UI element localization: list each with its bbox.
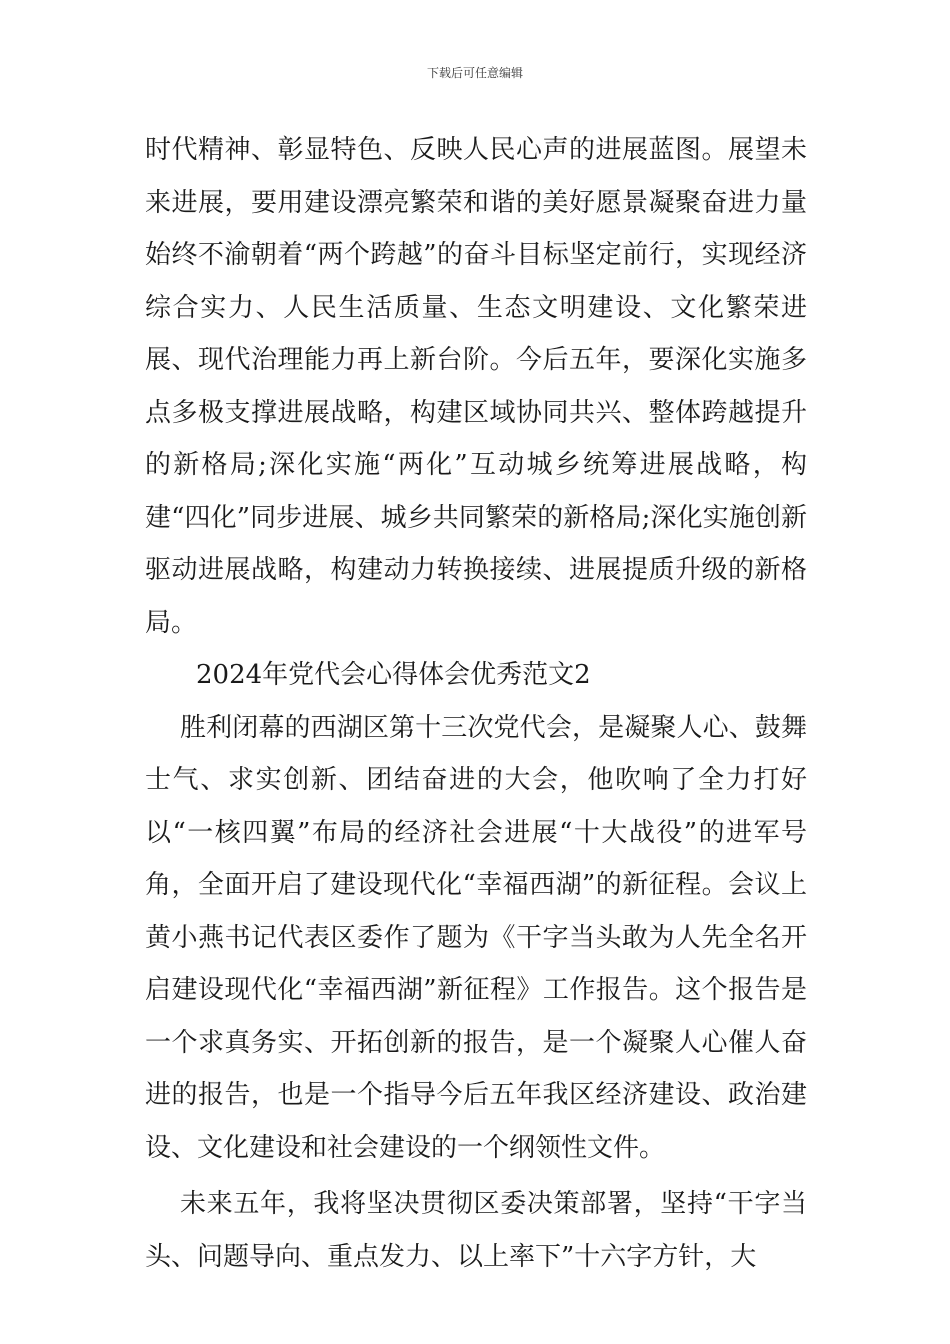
page-header: 下载后可任意编辑 <box>426 66 523 80</box>
document-body <box>145 124 807 1283</box>
paragraph-continuation: 时代精神、彰显特色、反映人民心声的进展蓝图。展望未来进展，要用建设漂亮繁荣和谐的美好愿景凝聚奋进力量始终不渝朝着“两个跨越”的奋斗目标坚定前行，实现经济综合实力、人民生活质量、生态文明建设、文化繁荣进展、现代治理能力再上新台阶。今后五年，要深化实施多点多极支撑进展战略，构建区域协同共兴、整体跨越提升的新格局;深化实施“两化”互动城乡统筹进展战略，构建“四化”同步进展、城乡共同繁荣的新格局;深化实施创新驱动进展战略，构建动力转换接续、进展提质升级的新格局。 <box>145 135 807 638</box>
paragraph-intro: 胜利闭幕的西湖区第十三次党代会，是凝聚人心、鼓舞士气、求实创新、团结奋进的大会，他吹响了全力打好以“一核四翼”布局的经济社会进展“十大战役”的进军号角，全面开启了建设现代化“幸福西湖”的新征程。会议上黄小燕书记代表区委作了题为《干字当头敢为人先全名开启建设现代化“幸福西湖”新征程》工作报告。这个报告是一个求真务实、开拓创新的报告，是一个凝聚人心催人奋进的报告，也是一个指导今后五年我区经济建设、政治建设、文化建设和社会建设的一个纲领性文件。 <box>145 712 807 1163</box>
paragraph-plan: 未来五年，我将坚决贯彻区委决策部署，坚持“干字当头、问题导向、重点发力、以上率下”十六字方针，大 <box>145 1189 807 1272</box>
section-heading: 2024年党代会心得体会优秀范文2 <box>196 660 591 690</box>
